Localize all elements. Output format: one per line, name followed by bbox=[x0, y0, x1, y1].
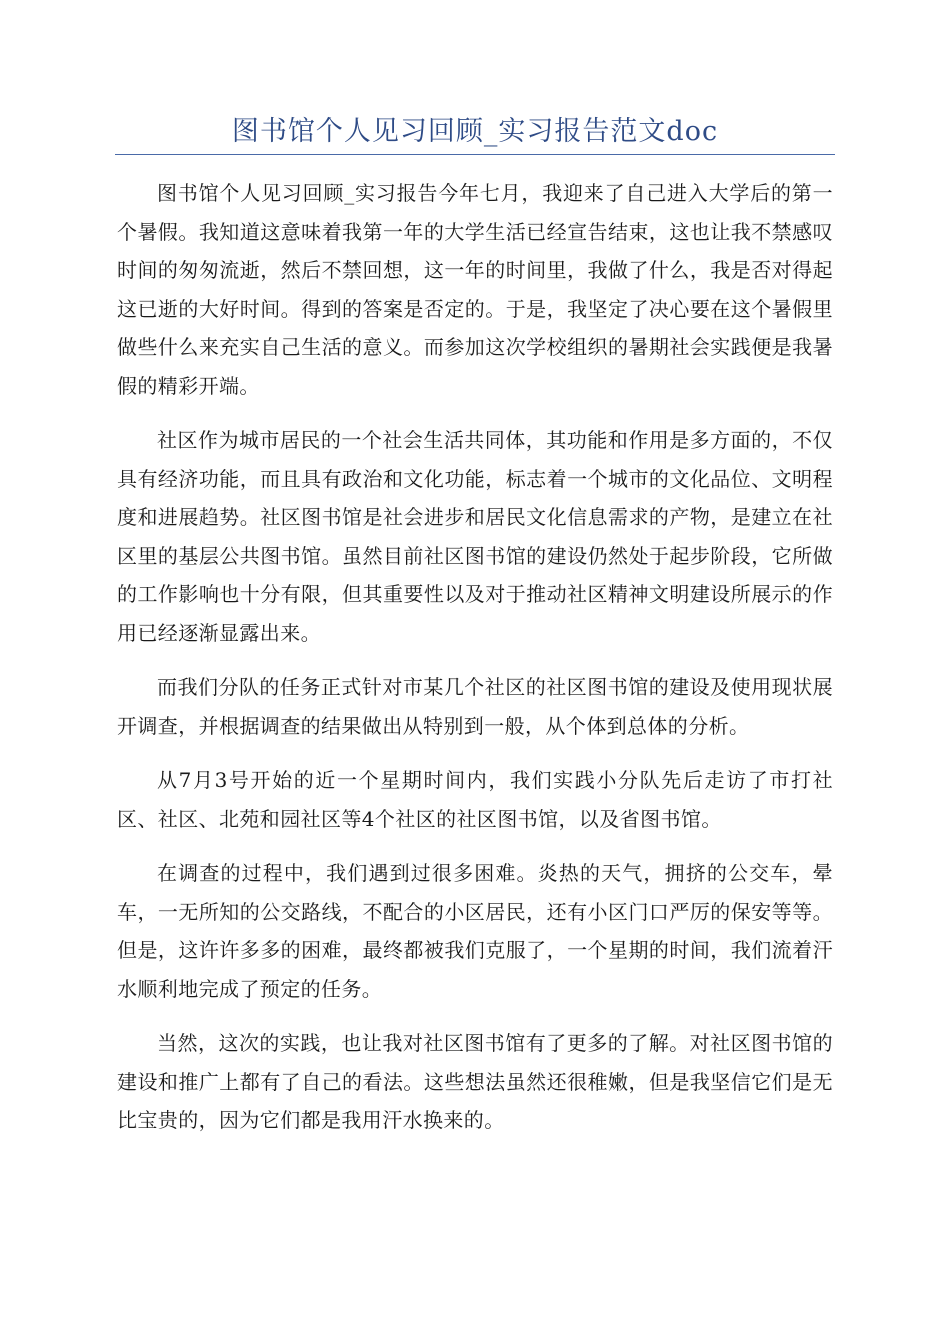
title-underline bbox=[115, 154, 835, 155]
document-title: 图书馆个人见习回顾_实习报告范文doc bbox=[231, 116, 719, 147]
document-body bbox=[117, 174, 833, 1156]
paragraph-5: 在调查的过程中，我们遇到过很多困难。炎热的天气，拥挤的公交车，晕车，一无所知的公交路线，不配合的小区居民，还有小区门口严厉的保安等等。但是，这许许多多的困难，最终都被我们克服了，一个星期的时间，我们流着汗水顺利地完成了预定的任务。 bbox=[117, 861, 833, 1001]
paragraph-3: 而我们分队的任务正式针对市某几个社区的社区图书馆的建设及使用现状展开调查，并根据调查的结果做出从特别到一般，从个体到总体的分析。 bbox=[117, 675, 833, 738]
paragraph-6: 当然，这次的实践，也让我对社区图书馆有了更多的了解。对社区图书馆的建设和推广上都有了自己的看法。这些想法虽然还很稚嫩，但是我坚信它们是无比宝贵的，因为它们都是我用汗水换来的。 bbox=[117, 1031, 833, 1132]
paragraph-2: 社区作为城市居民的一个社会生活共同体，其功能和作用是多方面的，不仅具有经济功能，而且具有政治和文化功能，标志着一个城市的文化品位、文明程度和进展趋势。社区图书馆是社会进步和居民文化信息需求的产物，是建立在社区里的基层公共图书馆。虽然目前社区图书馆的建设仍然处于起步阶段，它所做的工作影响也十分有限，但其重要性以及对于推动社区精神文明建设所展示的作用已经逐渐显露出来。 bbox=[117, 428, 833, 645]
paragraph-4: 从7月3号开始的近一个星期时间内，我们实践小分队先后走访了市打社区、社区、北苑和园社区等4个社区的社区图书馆，以及省图书馆。 bbox=[117, 768, 833, 831]
paragraph-1: 图书馆个人见习回顾_实习报告今年七月，我迎来了自己进入大学后的第一个暑假。我知道这意味着我第一年的大学生活已经宣告结束，这也让我不禁感叹时间的匆匆流逝，然后不禁回想，这一年的时间里，我做了什么，我是否对得起这已逝的大好时间。得到的答案是否定的。于是，我坚定了决心要在这个暑假里做些什么来充实自己生活的意义。而参加这次学校组织的暑期社会实践便是我暑假的精彩开端。 bbox=[117, 181, 833, 398]
